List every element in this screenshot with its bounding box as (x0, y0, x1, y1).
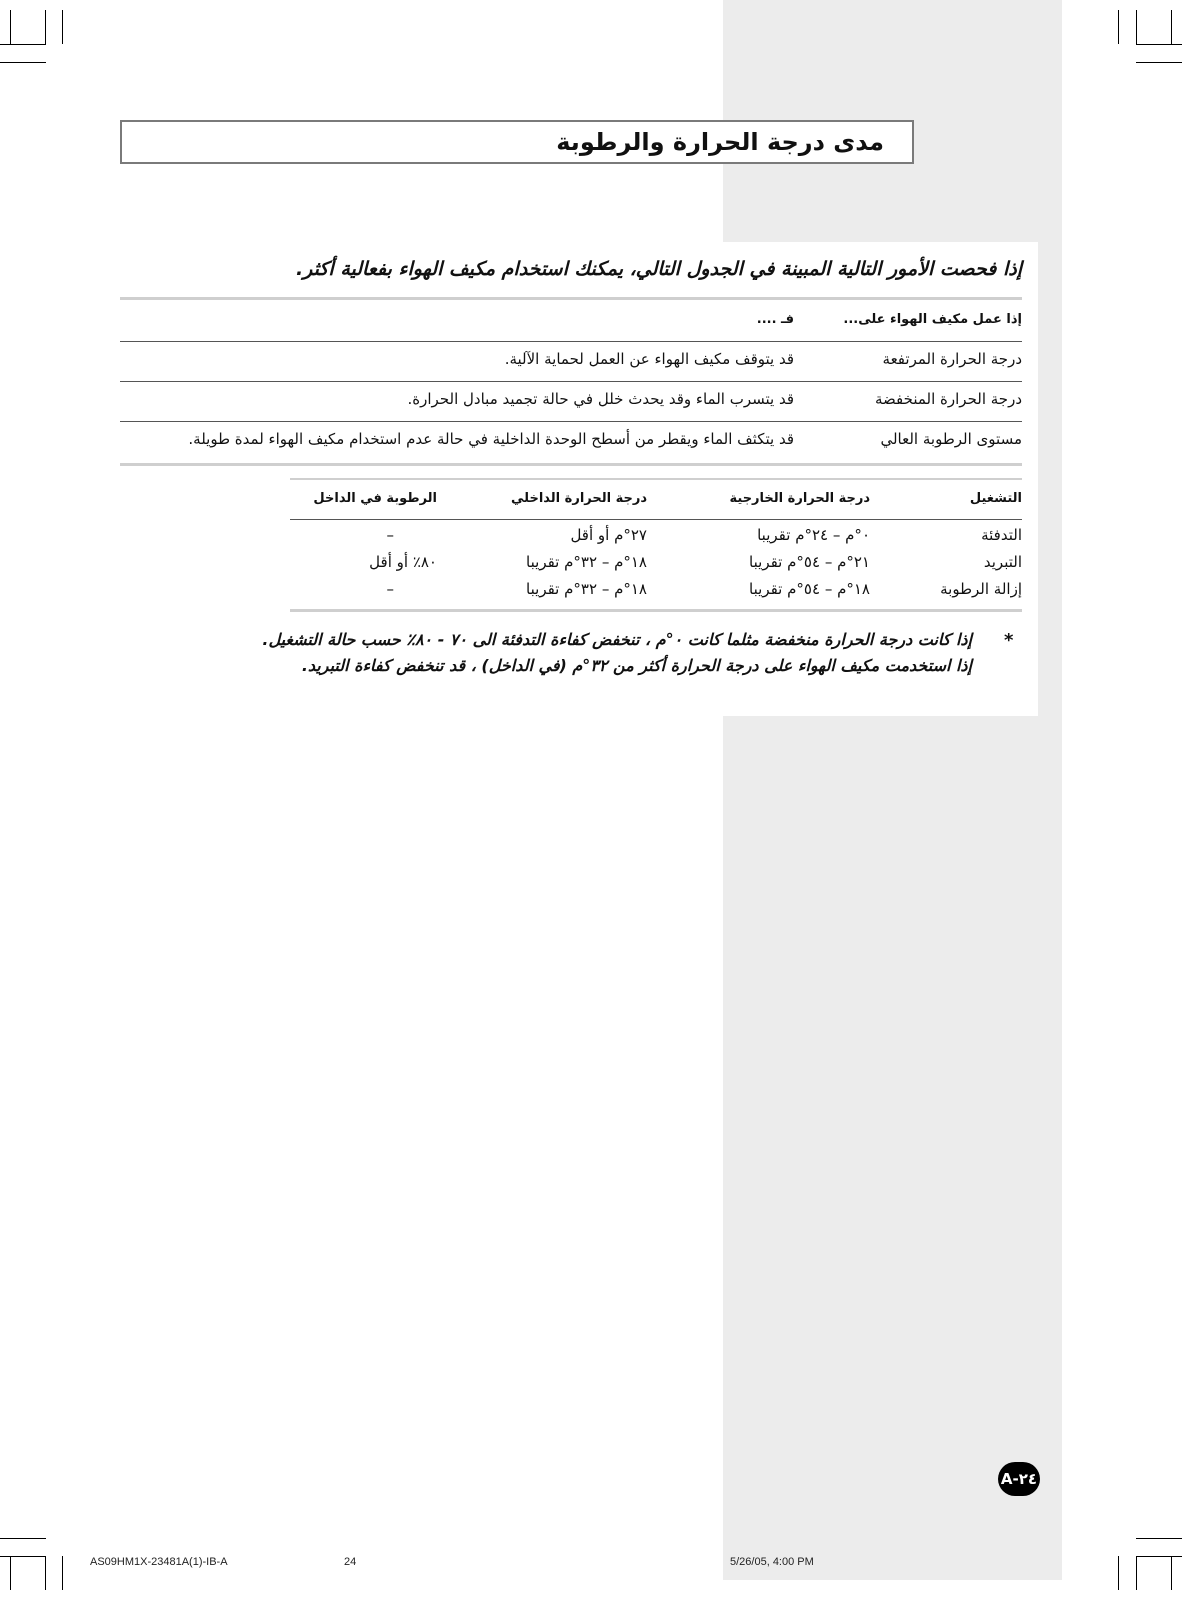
operation-row-3-outdoor: ١٨°م – ٥٤°م تقريبا (749, 580, 870, 598)
conditions-row-3-condition: مستوى الرطوبة العالي (880, 430, 1022, 448)
operation-row-3-humidity: – (386, 580, 394, 598)
intro-text: إذا فحصت الأمور التالية المبينة في الجدول التالي، يمكنك استخدام مكيف الهواء بفعالية أكثر. (295, 258, 1022, 280)
conditions-row-3-result: قد يتكثف الماء ويقطر من أسطح الوحدة الداخلية في حالة عدم استخدام مكيف الهواء لمدة طويلة. (188, 430, 794, 448)
page-number-badge: A-٢٤ (998, 1462, 1040, 1496)
conditions-header-result: فـ .... (756, 312, 794, 327)
footer-filename: AS09HM1X-23481A(1)-IB-A (90, 1556, 228, 1568)
note-line-1: إذا كانت درجة الحرارة منخفضة مثلما كانت ٠°م ، تنخفض كفاءة التدفئة الى ٧٠ - ٨٠٪ حسب حالة التشغيل. (262, 630, 972, 649)
operation-header-mode: التشغيل (969, 491, 1022, 506)
conditions-header-condition: إذا عمل مكيف الهواء على... (843, 312, 1022, 327)
page-title: مدى درجة الحرارة والرطوبة (556, 128, 884, 156)
operation-row-3-indoor: ١٨°م – ٣٢°م تقريبا (526, 580, 647, 598)
conditions-row-2-result: قد يتسرب الماء وقد يحدث خلل في حالة تجميد مبادل الحرارة. (407, 390, 794, 408)
operation-row-2-outdoor: ٢١°م – ٥٤°م تقريبا (749, 553, 870, 571)
note-bullet: * (1004, 630, 1014, 651)
operation-row-1-indoor: ٢٧°م أو أقل (570, 526, 647, 544)
title-box (120, 120, 914, 164)
operation-row-1-outdoor: ٠°م – ٢٤°م تقريبا (757, 526, 870, 544)
operation-row-2-humidity: ٨٠٪ أو أقل (369, 553, 437, 571)
margin-gray-band (723, 0, 1062, 1580)
conditions-row-2-condition: درجة الحرارة المنخفضة (875, 390, 1022, 408)
note-line-2: إذا استخدمت مكيف الهواء على درجة الحرارة أكثر من ٣٢°م (في الداخل) ، قد تنخفض كفاءة التبريد. (301, 656, 972, 675)
operation-row-2-indoor: ١٨°م – ٣٢°م تقريبا (526, 553, 647, 571)
operation-row-3-mode: إزالة الرطوبة (940, 580, 1022, 598)
operation-row-1-humidity: – (386, 526, 394, 544)
operation-header-outdoor: درجة الحرارة الخارجية (729, 491, 870, 506)
footer-page: 24 (344, 1556, 357, 1568)
operation-header-humidity: الرطوبة في الداخل (313, 491, 437, 506)
footer-date: 5/26/05, 4:00 PM (730, 1556, 814, 1568)
conditions-row-1-condition: درجة الحرارة المرتفعة (882, 350, 1022, 368)
operation-header-indoor: درجة الحرارة الداخلي (511, 491, 647, 506)
operation-row-2-mode: التبريد (983, 553, 1022, 571)
operation-row-1-mode: التدفئة (981, 526, 1022, 544)
conditions-row-1-result: قد يتوقف مكيف الهواء عن العمل لحماية الآلية. (504, 350, 794, 368)
